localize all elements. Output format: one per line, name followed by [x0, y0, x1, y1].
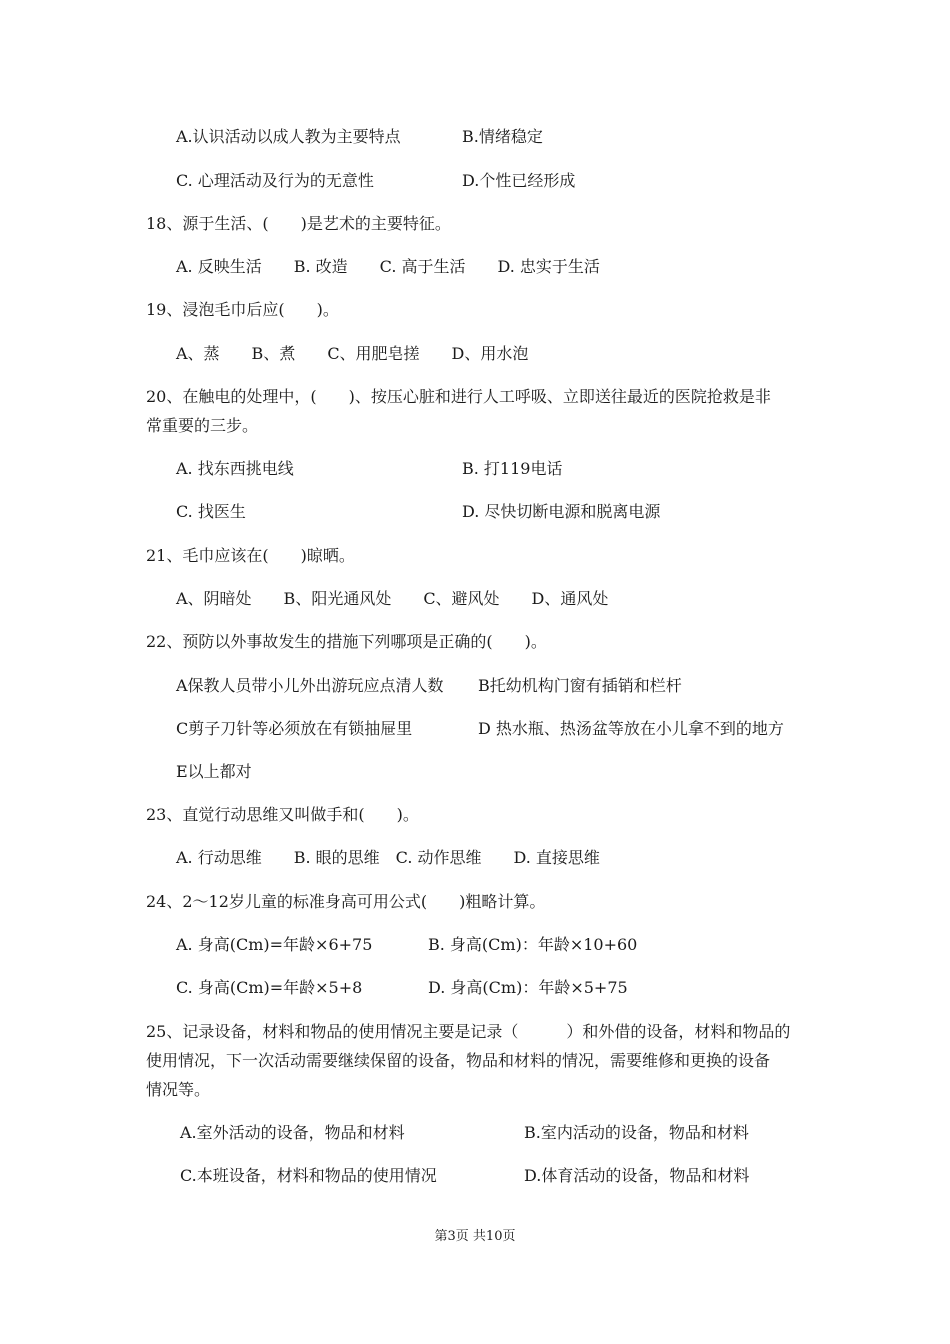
q21-stem: 21、毛巾应该在( )晾晒。: [146, 546, 355, 565]
q24-option-b: B. 身高(Cm)：年龄×10+60: [428, 935, 638, 954]
q20-option-d: D. 尽快切断电源和脱离电源: [462, 502, 661, 521]
q18-stem: 18、源于生活、( )是艺术的主要特征。: [146, 214, 451, 233]
q23-stem: 23、直觉行动思维又叫做手和( )。: [146, 805, 419, 824]
q19-options: A、蒸 B、煮 C、用肥皂搓 D、用水泡: [176, 344, 529, 363]
q22-option-c: C剪子刀针等必须放在有锁抽屉里: [176, 719, 413, 738]
q17-option-c: C. 心理活动及行为的无意性: [176, 171, 374, 190]
q22-option-b: B托幼机构门窗有插销和栏杆: [478, 676, 682, 695]
q25-option-d: D.体育活动的设备，物品和材料: [524, 1166, 750, 1185]
q25-stem-line1: 25、记录设备，材料和物品的使用情况主要是记录（ ）和外借的设备，材料和物品的: [146, 1022, 791, 1041]
q20-option-b: B. 打119电话: [462, 459, 563, 478]
q24-option-a: A. 身高(Cm)=年龄×6+75: [176, 935, 373, 954]
q25-option-c: C.本班设备，材料和物品的使用情况: [180, 1166, 437, 1185]
q25-option-a: A.室外活动的设备，物品和材料: [180, 1123, 405, 1142]
q25-stem-line3: 情况等。: [146, 1080, 211, 1099]
q23-options: A. 行动思维 B. 眼的思维 C. 动作思维 D. 直接思维: [176, 848, 600, 867]
q22-option-d: D 热水瓶、热汤盆等放在小儿拿不到的地方: [478, 719, 784, 738]
q22-stem: 22、预防以外事故发生的措施下列哪项是正确的( )。: [146, 632, 547, 651]
q20-option-c: C. 找医生: [176, 502, 246, 521]
q17-option-b: B.情绪稳定: [462, 127, 543, 146]
q19-stem: 19、浸泡毛巾后应( )。: [146, 300, 339, 319]
q18-options: A. 反映生活 B. 改造 C. 高于生活 D. 忠实于生活: [176, 257, 600, 276]
q21-options: A、阴暗处 B、阳光通风处 C、避风处 D、通风处: [176, 589, 609, 608]
q24-stem: 24、2～12岁儿童的标准身高可用公式( )粗略计算。: [146, 892, 546, 911]
q20-stem-line2: 常重要的三步。: [146, 416, 259, 435]
q22-option-e: E以上都对: [176, 762, 252, 781]
q17-option-a: A.认识活动以成人教为主要特点: [176, 127, 401, 146]
q22-option-a: A保教人员带小儿外出游玩应点清人数: [176, 676, 444, 695]
q17-option-d: D.个性已经形成: [462, 171, 576, 190]
q24-option-d: D. 身高(Cm)：年龄×5+75: [428, 978, 628, 997]
q20-stem-line1: 20、在触电的处理中，( )、按压心脏和进行人工呼吸、立即送往最近的医院抢救是非: [146, 387, 771, 406]
q24-option-c: C. 身高(Cm)=年龄×5+8: [176, 978, 363, 997]
q25-option-b: B.室内活动的设备，物品和材料: [524, 1123, 749, 1142]
page-number-footer: 第3页 共10页: [434, 1229, 516, 1244]
q20-option-a: A. 找东西挑电线: [176, 459, 294, 478]
q25-stem-line2: 使用情况，下一次活动需要继续保留的设备，物品和材料的情况，需要维修和更换的设备: [146, 1051, 771, 1070]
